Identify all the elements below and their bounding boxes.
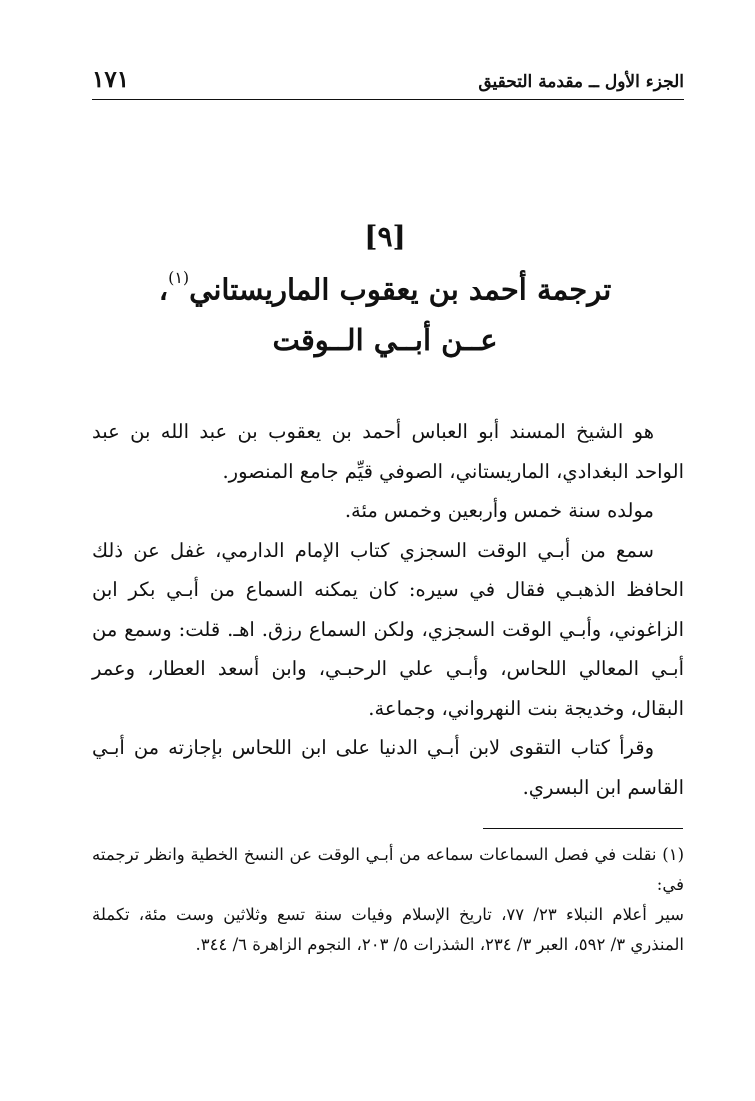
footnotes bbox=[92, 840, 684, 960]
paragraph: مولده سنة خمس وأربعين وخمس مئة. bbox=[344, 499, 654, 522]
paragraph: هو الشيخ المسند أبو العباس أحمد بن يعقوب بن عبد الله بن عبد الواحد البغدادي، الماريستاني، الصوفي قيِّم جامع المنصور. bbox=[92, 420, 684, 483]
entry-title bbox=[120, 259, 650, 315]
page-number: ١٧١ bbox=[92, 66, 130, 93]
paragraph: سمع من أبـي الوقت السجزي كتاب الإمام الدارمي، غفل عن ذلك الحافظ الذهبـي فقال في سيره: كان يمكنه السماع من أبـي بكر ابن الزاغوني، وأبـي الوقت السجزي، ولكن السماع رزق. اهـ. قلت: وسمع من أبـي المعالي اللحاس، وأبـي علي الرحبـي، وابن أسعد العطار، وعمر البقال، وخديجة بنت النهرواني، وجماعة. bbox=[92, 538, 684, 720]
entry-number: [٩] bbox=[364, 220, 406, 253]
paragraph: وقرأ كتاب التقوى لابن أبـي الدنيا على ابن اللحاس بإجازته من أبـي القاسم ابن البسري. bbox=[92, 736, 684, 799]
footnote-separator bbox=[483, 828, 683, 829]
footnote-1-text: (١) نقلت في فصل السماعات سماعه من أبـي الوقت عن النسخ الخطية وانظر ترجمته في: bbox=[92, 845, 684, 894]
entry-title-comma: ، bbox=[158, 272, 169, 307]
footnote-marker[interactable]: (١) bbox=[168, 268, 190, 287]
header-rule bbox=[92, 99, 684, 100]
body-text bbox=[92, 412, 684, 807]
entry-heading bbox=[120, 215, 650, 365]
footnote-1-sources: سير أعلام النبلاء ٢٣/ ٧٧، تاريخ الإسلام وفيات سنة تسع وثلاثين وست مئة، تكملة المنذري ٣/ ٥٩٢، العبر ٣/ ٢٣٤، الشذرات ٥/ ٢٠٣، النجوم الزاهرة ٦/ ٣٤٤. bbox=[92, 905, 684, 954]
running-title: الجزء الأول ــ مقدمة التحقيق bbox=[478, 72, 684, 92]
running-header bbox=[92, 66, 684, 100]
entry-subtitle: عــن أبــي الــوقت bbox=[272, 322, 498, 357]
entry-title-text: ترجمة أحمد بن يعقوب الماريستاني bbox=[189, 272, 612, 307]
